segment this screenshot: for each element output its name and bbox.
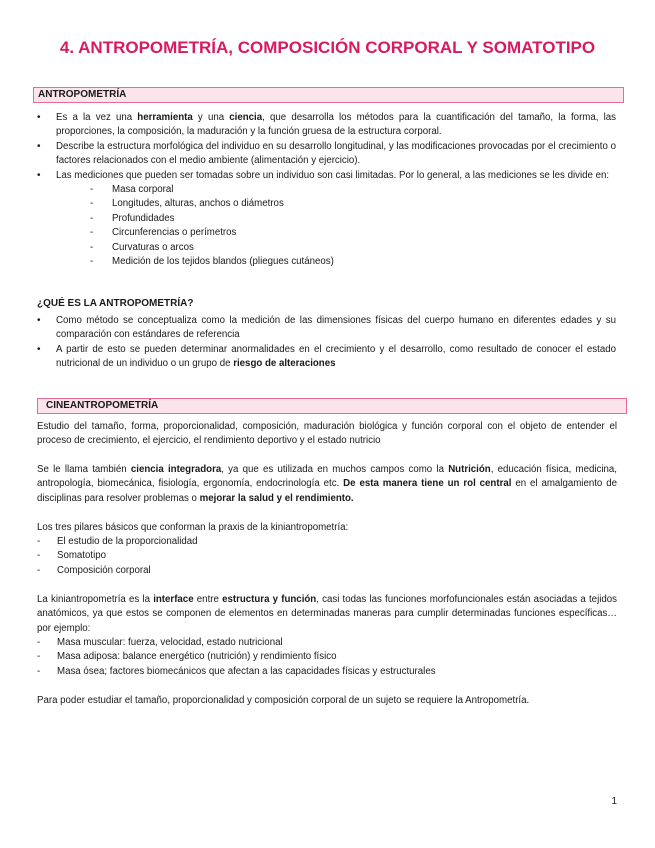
list-item: - Medición de los tejidos blandos (pliegues cutáneos) <box>90 256 334 268</box>
list-item: - Composición corporal <box>37 564 151 576</box>
subheading-que-es: ¿QUÉ ES LA ANTROPOMETRÍA? <box>37 298 194 309</box>
section-heading-antropometria: ANTROPOMETRÍA <box>33 87 624 103</box>
antropometria-bullet-list <box>36 111 616 269</box>
paragraph-pilares-intro: Los tres pilares básicos que conforman la praxis de la kiniantropometría: <box>37 522 349 533</box>
list-item: - Longitudes, alturas, anchos o diámetros <box>90 198 284 210</box>
bullet-icon: • <box>37 315 41 326</box>
list-item: - Masa adiposa: balance energético (nutrición) y rendimiento físico <box>37 651 337 663</box>
examples-list <box>37 636 617 679</box>
list-item: - Curvaturas o arcos <box>90 241 194 253</box>
bullet-icon: • <box>37 343 41 355</box>
list-item: - El estudio de la proporcionalidad <box>37 536 198 547</box>
bullet-item: • Describe la estructura morfológica del individuo en su desarrollo longitudinal, y las modificaciones provocadas por el crecimiento o factores relacionados con el medio ambiente (alimentación y ejercicio). <box>37 140 616 167</box>
paragraph-estudio: Estudio del tamaño, forma, proporcionalidad, composición, maduración biológica y función corporal con el objeto de entender el proceso de crecimiento, el ejercicio, el rendimiento deportivo y el estado nutricio <box>37 421 617 447</box>
bullet-item: • Es a la vez una herramienta y una ciencia, que desarrolla los métodos para la cuantificación del tamaño, la forma, las proporciones, la composición, la maduración y la función gruesa de la estructura corporal. <box>37 112 616 138</box>
bullet-item: • Como método se conceptualiza como la medición de las dimensiones físicas del cuerpo humano en diferentes edades y su comparación con estándares de referencia <box>37 315 616 341</box>
measurement-types-list <box>90 183 616 269</box>
bullet-icon: • <box>37 169 41 181</box>
bullet-item: • Las mediciones que pueden ser tomadas sobre un individuo son casi limitadas. Por lo general, a las mediciones se les divide en: - Masa corporal - Longitudes, alturas, anchos o diámetros - Profundidades - Circunferencias o perímetros - Curvaturas o arcos - Medición de los tejidos blandos (pliegues cutáneos) <box>36 169 616 270</box>
paragraph-interface: La kiniantropometría es la interface entre estructura y función, casi todas las funciones morfofuncionales están asociadas a tejidos anatómicos, ya que estos se componen de elementos en determinadas maneras para cumplir determinadas funciones específicas… por ejemplo: <box>37 594 617 634</box>
list-item: - Masa muscular: fuerza, velocidad, estado nutricional <box>37 637 283 648</box>
bullet-icon: • <box>37 112 41 123</box>
pillars-list <box>37 535 617 578</box>
page-title: 4. ANTROPOMETRÍA, COMPOSICIÓN CORPORAL Y SOMATOTIPO <box>59 38 596 57</box>
list-item: - Masa corporal <box>90 184 174 196</box>
list-item: - Profundidades <box>90 212 175 224</box>
section-heading-cineantropometria: CINEANTROPOMETRÍA <box>37 398 627 414</box>
bullet-item: • A partir de esto se pueden determinar anormalidades en el crecimiento y el desarrollo, como resultado de conocer el estado nutricional de un individuo o un grupo de riesgo de alteraciones <box>37 343 616 370</box>
paragraph-ciencia-integradora: Se le llama también ciencia integradora, ya que es utilizada en muchos campos como la Nutrición, educación física, medicina, antropología, biomecánica, fisiología, ergonomía, endocrinología etc. De esta manera tiene un rol central en el amalgamiento de disciplinas para resolver problemas o mejorar la salud y el rendimiento. <box>37 464 617 504</box>
paragraph-conclusion: Para poder estudiar el tamaño, proporcionalidad y composición corporal de un sujeto se requiere la Antropometría. <box>37 695 530 706</box>
page-number: 1 <box>611 796 617 807</box>
que-es-bullet-list <box>36 314 616 372</box>
list-item: - Masa ósea; factores biomecánicos que afectan a las capacidades físicas y estructurales <box>37 665 436 677</box>
list-item: - Somatotipo <box>37 550 107 562</box>
bullet-icon: • <box>37 140 41 152</box>
list-item: - Circunferencias o perímetros <box>90 227 237 239</box>
